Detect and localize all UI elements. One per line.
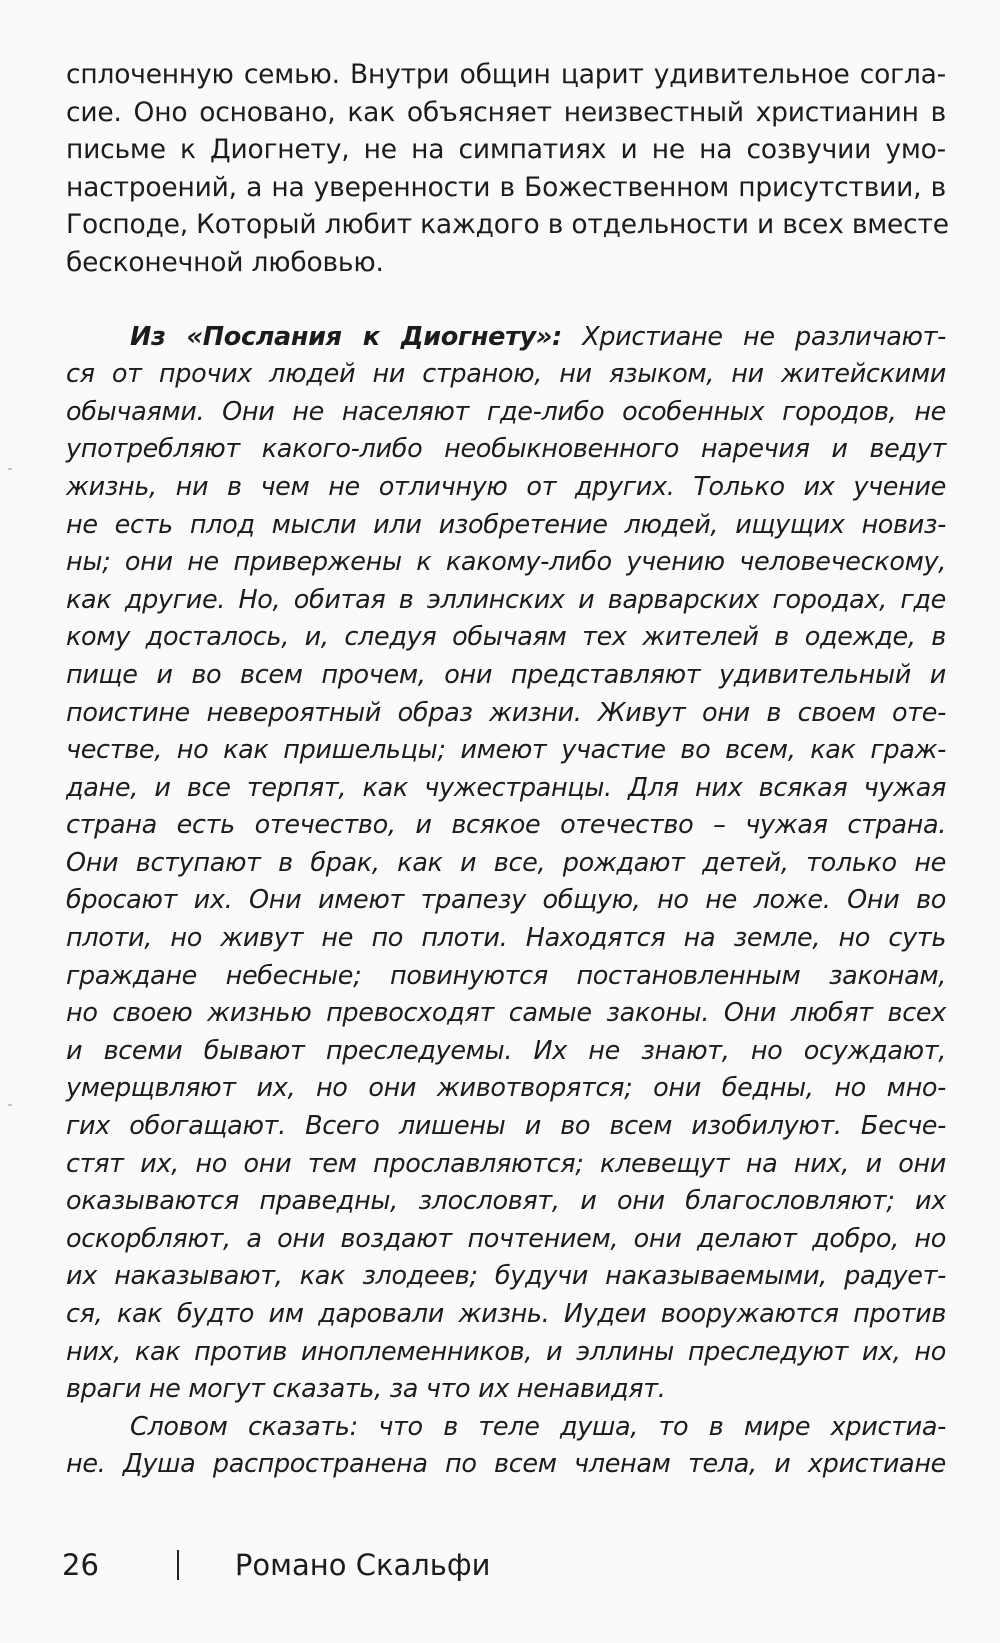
text-line: обычаями. Они не населяют где-либо особенных городов, не <box>66 396 946 427</box>
paragraph-intro <box>66 56 949 282</box>
text-line: бросают их. Они имеют трапезу общую, но не ложе. Они во <box>66 885 946 916</box>
page-footer <box>62 1543 491 1587</box>
text-line: враги не могут сказать, за что их ненавидят. <box>66 1374 666 1405</box>
page-number: 26 <box>62 1548 99 1582</box>
quote-first-line <box>66 319 946 357</box>
text-line: бесконечной любовью. <box>66 246 384 278</box>
text-line: жизнь, ни в чем не отличную от других. Только их учение <box>66 471 946 502</box>
scan-speck <box>8 468 12 470</box>
text-line: дане, и все терпят, как чужестранцы. Для них всякая чужая <box>66 772 946 803</box>
quote-first-line-text: Христиане не различают- <box>561 321 946 352</box>
quote-heading: Из «Послания к Диогнету»: <box>130 321 562 352</box>
text-line: страна есть отечество, и всякое отечество – чужая страна. <box>66 810 946 841</box>
text-line: кому досталось, и, следуя обычаям тех жителей в одежде, в <box>66 622 946 653</box>
text-line: письме к Диогнету, не на симпатиях и не на созвучии умо- <box>66 134 946 166</box>
running-head-author: Романо Скальфи <box>234 1548 491 1582</box>
page-body <box>66 56 949 1484</box>
text-line: честве, но как пришельцы; имеют участие во всем, как граж- <box>66 735 946 766</box>
text-line: стят их, но они тем прославляются; клевещут на них, и они <box>66 1148 946 1179</box>
text-line: как другие. Но, обитая в эллинских и варварских городах, где <box>66 584 946 615</box>
text-line: их наказывают, как злодеев; будучи наказываемыми, радует- <box>66 1261 946 1292</box>
text-line: настроений, а на уверенности в Божественном присутствии, в <box>66 171 946 203</box>
quote-continuation <box>66 1409 946 1484</box>
text-line: сие. Оно основано, как объясняет неизвестный христианин в <box>66 96 946 128</box>
text-line: сплоченную семью. Внутри общин царит удивительное согла- <box>66 59 946 90</box>
text-line: плоти, но живут не по плоти. Находятся на земле, но суть <box>66 923 946 954</box>
text-line: граждане небесные; повинуются постановленным законам, <box>66 960 946 991</box>
text-line: Они вступают в брак, как и все, рождают детей, только не <box>66 847 946 878</box>
text-line: ся, как будто им даровали жизнь. Иудеи вооружаются против <box>66 1299 946 1329</box>
text-line: гих обогащают. Всего лишены и во всем изобилуют. Бесче- <box>66 1111 946 1142</box>
text-line: Словом сказать: что в теле душа, то в мире христиа- <box>130 1411 946 1442</box>
text-line: поистине невероятный образ жизни. Живут они в своем оте- <box>66 697 946 728</box>
text-line: но своею жизнью превосходят самые законы. Они любят всех <box>66 998 946 1029</box>
text-line: ны; они не привержены к какому-либо учению человеческому, <box>66 547 946 578</box>
text-line: Господе, Который любит каждого в отдельности и всех вместе <box>66 209 949 241</box>
text-line: умерщвляют их, но они животворятся; они бедны, но мно- <box>66 1073 946 1104</box>
text-line: пище и во всем прочем, они представляют удивительный и <box>66 659 946 690</box>
text-line: не есть плод мысли или изобретение людей, ищущих новиз- <box>66 509 946 540</box>
paragraph-gap <box>66 282 946 319</box>
text-line: ся от прочих людей ни страною, ни языком, ни житейскими <box>66 359 946 390</box>
text-line: оскорбляют, а они воздают почтением, они делают добро, но <box>66 1223 946 1254</box>
text-line: употребляют какого-либо необыкновенного наречия и ведут <box>66 434 946 465</box>
text-line: них, как против иноплеменников, и эллины преследуют их, но <box>66 1336 946 1367</box>
quote-diognetus <box>66 319 946 1409</box>
scan-speck <box>8 1104 12 1106</box>
text-line: и всеми бывают преследуемы. Их не знают, но осуждают, <box>66 1035 946 1066</box>
text-line: оказываются праведны, злословят, и они благословляют; их <box>66 1186 946 1217</box>
footer-divider <box>177 1550 179 1580</box>
text-line: не. Душа распространена по всем членам тела, и христиане <box>66 1449 946 1480</box>
